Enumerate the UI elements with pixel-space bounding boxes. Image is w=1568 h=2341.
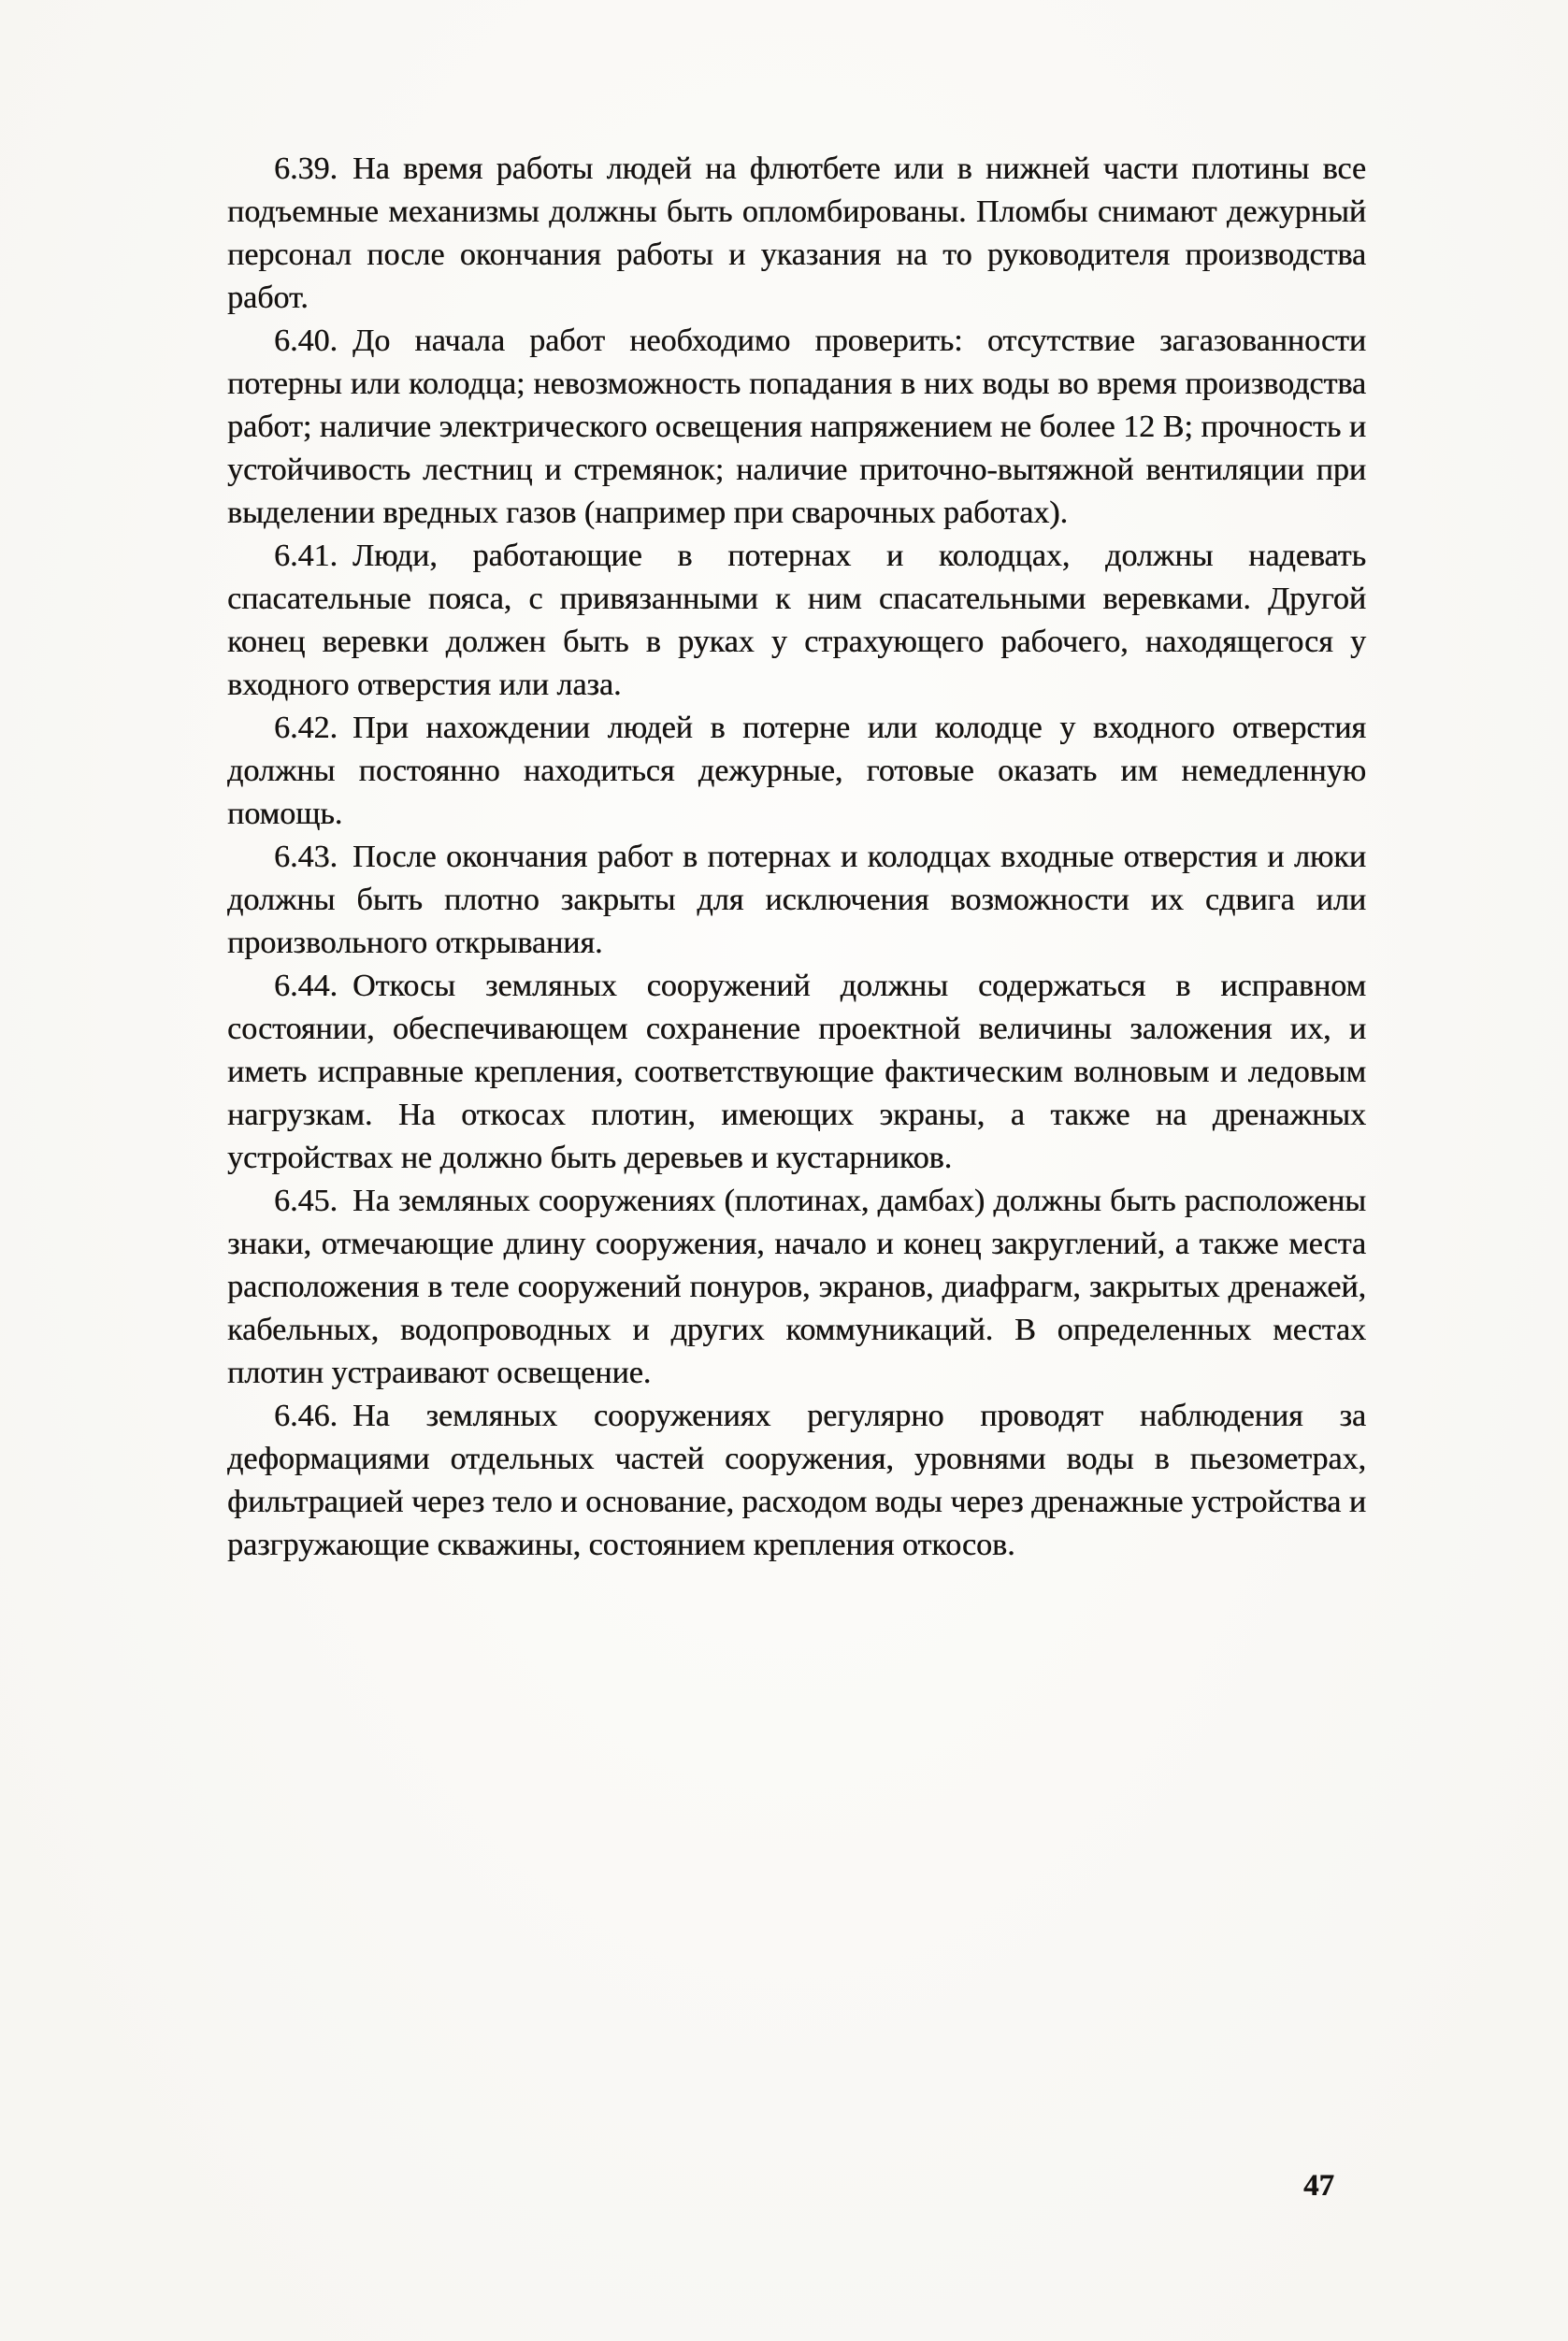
paragraph-number: 6.41. xyxy=(274,539,338,573)
paragraph-text: После окончания работ в потернах и колодцах входные отверстия и люки должны быть плотно закрыты для исключения возможности их сдвига или произвольного открывания. xyxy=(227,840,1366,960)
paragraph-6-41 xyxy=(227,535,1366,707)
document-text-block xyxy=(227,148,1366,1567)
paragraph-text: При нахождении людей в потерне или колодце у входного отверстия должны постоянно находиться дежурные, готовые оказать им немедленную помощь. xyxy=(227,711,1366,831)
paragraph-number: 6.43. xyxy=(274,840,338,874)
paragraph-text: До начала работ необходимо проверить: отсутствие загазованности потерны или колодца; невозможность попадания в них воды во время производства работ; наличие электрического освещения напряжением не более 12 В; прочность и устойчивость лестниц и стремянок; наличие приточно-вытяжной вентиляции при выделении вредных газов (например при сварочных работах). xyxy=(227,323,1366,530)
paragraph-6-44 xyxy=(227,965,1366,1180)
paragraph-number: 6.40. xyxy=(274,323,338,358)
paragraph-number: 6.42. xyxy=(274,711,338,745)
paragraph-6-46 xyxy=(227,1395,1366,1567)
paragraph-number: 6.46. xyxy=(274,1399,338,1433)
paragraph-6-39 xyxy=(227,148,1366,320)
paragraph-6-45 xyxy=(227,1180,1366,1395)
paragraph-6-42 xyxy=(227,707,1366,836)
page-number: 47 xyxy=(1303,2169,1334,2203)
paragraph-number: 6.44. xyxy=(274,969,338,1003)
paragraph-number: 6.39. xyxy=(274,151,338,186)
paragraph-text: Откосы земляных сооружений должны содержаться в исправном состоянии, обеспечивающем сохранение проектной величины заложения их, и иметь исправные крепления, соответствующие фактическим волновым и ледовым нагрузкам. На откосах плотин, имеющих экраны, а также на дренажных устройствах не должно быть деревьев и кустарников. xyxy=(227,969,1366,1175)
paragraph-6-43 xyxy=(227,836,1366,965)
paragraph-6-40 xyxy=(227,320,1366,535)
paragraph-number: 6.45. xyxy=(274,1184,338,1218)
paragraph-text: На время работы людей на флютбете или в нижней части плотины все подъемные механизмы должны быть опломбированы. Пломбы снимают дежурный персонал после окончания работы и указания на то руководителя производства работ. xyxy=(227,151,1366,315)
paragraph-text: Люди, работающие в потернах и колодцах, должны надевать спасательные пояса, с привязанными к ним спасательными веревками. Другой конец веревки должен быть в руках у страхующего рабочего, находящегося у входного отверстия или лаза. xyxy=(227,539,1366,702)
paragraph-text: На земляных сооружениях регулярно проводят наблюдения за деформациями отдельных частей сооружения, уровнями воды в пьезометрах, фильтрацией через тело и основание, расходом воды через дренажные устройства и разгружающие скважины, состоянием крепления откосов. xyxy=(227,1399,1366,1562)
paragraph-text: На земляных сооружениях (плотинах, дамбах) должны быть расположены знаки, отмечающие длину сооружения, начало и конец закруглений, а также места расположения в теле сооружений понуров, экранов, диафрагм, закрытых дренажей, кабельных, водопроводных и других коммуникаций. В определенных местах плотин устраивают освещение. xyxy=(227,1184,1366,1390)
